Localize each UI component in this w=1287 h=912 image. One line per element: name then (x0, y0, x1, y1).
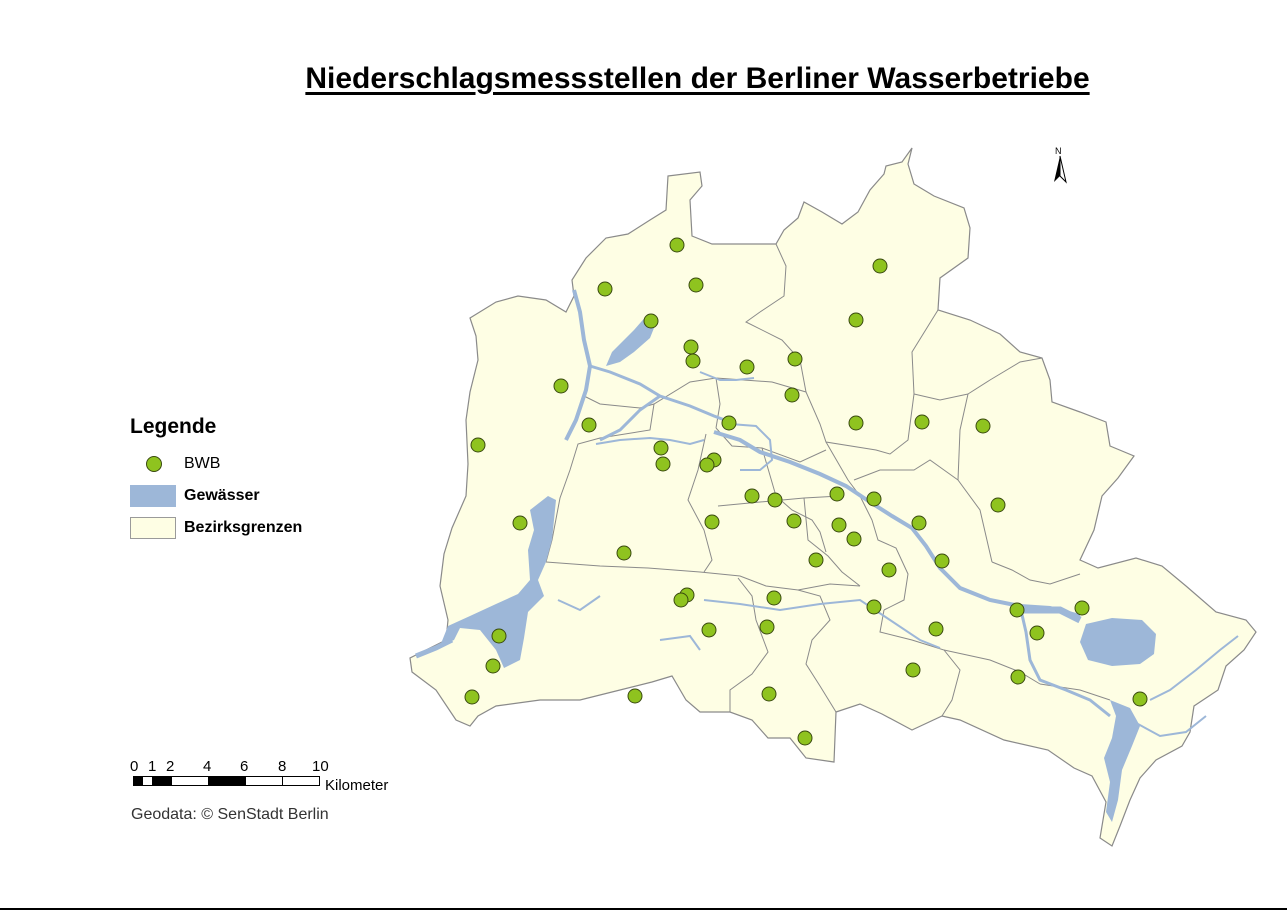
station-point[interactable] (882, 563, 896, 577)
scale-label: 6 (240, 758, 249, 775)
attribution: Geodata: © SenStadt Berlin (131, 806, 329, 823)
station-point[interactable] (740, 360, 754, 374)
district-swatch-icon (130, 517, 176, 539)
station-point[interactable] (760, 620, 774, 634)
station-point[interactable] (767, 591, 781, 605)
station-point[interactable] (582, 418, 596, 432)
station-point[interactable] (787, 514, 801, 528)
station-point[interactable] (788, 352, 802, 366)
station-point[interactable] (686, 354, 700, 368)
station-point[interactable] (670, 238, 684, 252)
legend-item-districts (130, 517, 303, 549)
scale-unit: Kilometer (325, 777, 389, 794)
station-point[interactable] (935, 554, 949, 568)
station-point[interactable] (832, 518, 846, 532)
station-point[interactable] (849, 313, 863, 327)
station-point[interactable] (830, 487, 844, 501)
station-point[interactable] (745, 489, 759, 503)
station-point[interactable] (471, 438, 485, 452)
station-point[interactable] (1075, 601, 1089, 615)
station-point[interactable] (847, 532, 861, 546)
station-point[interactable] (554, 379, 568, 393)
legend-item-bwb (130, 453, 221, 485)
station-point[interactable] (906, 663, 920, 677)
station-point[interactable] (809, 553, 823, 567)
scale-label: 8 (278, 758, 287, 775)
scale-label: 1 (148, 758, 157, 775)
station-point[interactable] (644, 314, 658, 328)
water-swatch-icon (130, 485, 176, 507)
legend-label: Gewässer (184, 487, 260, 504)
station-point[interactable] (1030, 626, 1044, 640)
station-point[interactable] (689, 278, 703, 292)
bottom-frame-line (0, 908, 1287, 910)
station-point[interactable] (486, 659, 500, 673)
station-point[interactable] (700, 458, 714, 472)
station-dot-icon (146, 456, 162, 472)
scale-label: 4 (203, 758, 212, 775)
north-label: N (1055, 146, 1062, 156)
north-arrow-icon (1048, 146, 1072, 186)
station-point[interactable] (465, 690, 479, 704)
station-point[interactable] (722, 416, 736, 430)
station-point[interactable] (762, 687, 776, 701)
scale-label: 0 (130, 758, 139, 775)
station-point[interactable] (674, 593, 688, 607)
station-point[interactable] (768, 493, 782, 507)
station-point[interactable] (867, 492, 881, 506)
station-point[interactable] (492, 629, 506, 643)
scale-label: 10 (312, 758, 329, 775)
station-point[interactable] (513, 516, 527, 530)
station-point[interactable] (1011, 670, 1025, 684)
station-point[interactable] (798, 731, 812, 745)
station-point[interactable] (598, 282, 612, 296)
station-point[interactable] (991, 498, 1005, 512)
legend (130, 415, 303, 549)
legend-label: BWB (184, 455, 221, 472)
station-point[interactable] (1133, 692, 1147, 706)
map-title: Niederschlagsmessstellen der Berliner Wasserbetriebe (305, 62, 1090, 95)
station-point[interactable] (702, 623, 716, 637)
station-point[interactable] (915, 415, 929, 429)
station-point[interactable] (656, 457, 670, 471)
legend-item-water (130, 485, 260, 517)
station-point[interactable] (873, 259, 887, 273)
station-point[interactable] (705, 515, 719, 529)
station-point[interactable] (929, 622, 943, 636)
station-point[interactable] (684, 340, 698, 354)
station-point[interactable] (654, 441, 668, 455)
station-point[interactable] (785, 388, 799, 402)
scale-label: 2 (166, 758, 175, 775)
legend-title: Legende (130, 415, 217, 438)
station-point[interactable] (617, 546, 631, 560)
station-point[interactable] (912, 516, 926, 530)
station-point[interactable] (976, 419, 990, 433)
station-point[interactable] (1010, 603, 1024, 617)
station-point[interactable] (849, 416, 863, 430)
station-point[interactable] (867, 600, 881, 614)
legend-label: Bezirksgrenzen (184, 519, 303, 536)
station-point[interactable] (628, 689, 642, 703)
